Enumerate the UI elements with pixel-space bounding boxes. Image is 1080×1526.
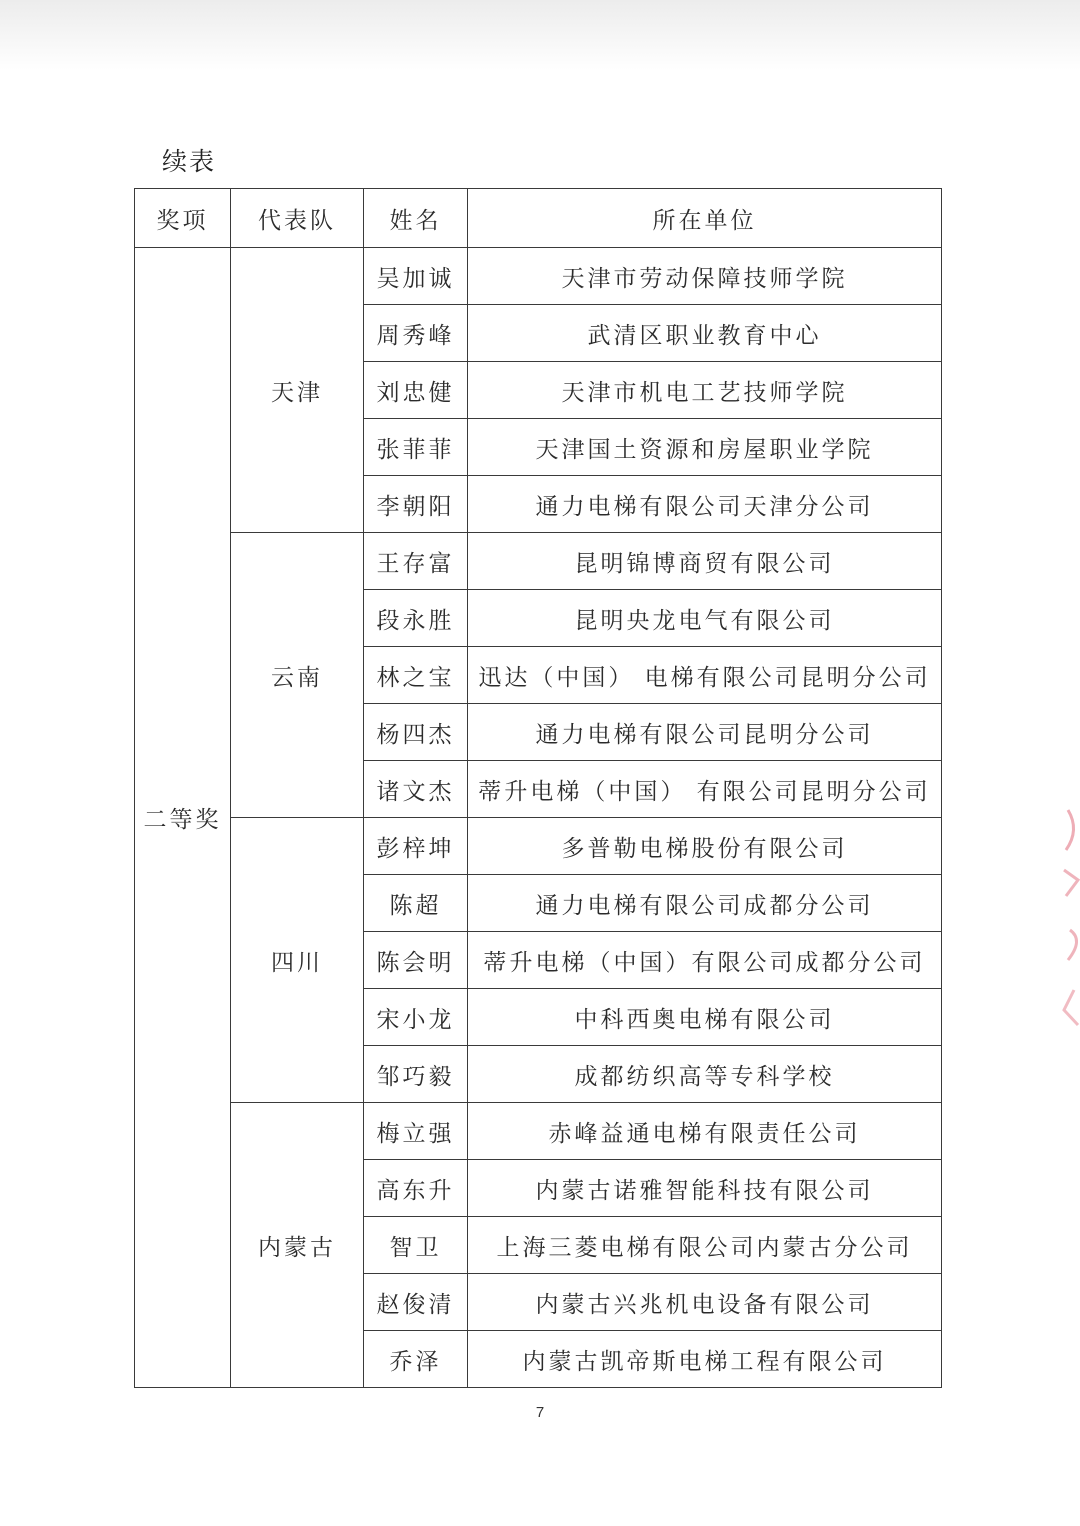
member-unit: 天津国土资源和房屋职业学院 <box>468 419 942 476</box>
team-cell: 天津 <box>231 248 364 533</box>
member-unit: 蒂升电梯（中国）有限公司成都分公司 <box>468 932 942 989</box>
member-name: 陈会明 <box>364 932 468 989</box>
member-unit: 武清区职业教育中心 <box>468 305 942 362</box>
table-row <box>135 818 942 875</box>
award-list-table <box>134 188 942 1388</box>
member-name: 张菲菲 <box>364 419 468 476</box>
member-name: 王存富 <box>364 533 468 590</box>
member-name: 周秀峰 <box>364 305 468 362</box>
team-cell: 内蒙古 <box>231 1103 364 1388</box>
header-award: 奖项 <box>135 189 231 248</box>
member-name: 陈超 <box>364 875 468 932</box>
member-unit: 中科西奥电梯有限公司 <box>468 989 942 1046</box>
member-unit: 蒂升电梯（中国） 有限公司昆明分公司 <box>468 761 942 818</box>
member-name: 梅立强 <box>364 1103 468 1160</box>
member-name: 赵俊清 <box>364 1274 468 1331</box>
member-unit: 上海三菱电梯有限公司内蒙古分公司 <box>468 1217 942 1274</box>
table-row <box>135 248 942 305</box>
member-name: 彭梓坤 <box>364 818 468 875</box>
team-cell: 云南 <box>231 533 364 818</box>
page-number: 7 <box>535 1404 545 1421</box>
member-unit: 天津市劳动保障技师学院 <box>468 248 942 305</box>
member-name: 杨四杰 <box>364 704 468 761</box>
header-name: 姓名 <box>364 189 468 248</box>
member-name: 高东升 <box>364 1160 468 1217</box>
header-unit: 所在单位 <box>468 189 942 248</box>
member-unit: 赤峰益通电梯有限责任公司 <box>468 1103 942 1160</box>
member-unit: 迅达（中国） 电梯有限公司昆明分公司 <box>468 647 942 704</box>
member-unit: 内蒙古凯帝斯电梯工程有限公司 <box>468 1331 942 1388</box>
member-name: 邹巧毅 <box>364 1046 468 1103</box>
member-name: 智卫 <box>364 1217 468 1274</box>
award-cell: 二等奖 <box>135 248 231 1388</box>
table-row <box>135 533 942 590</box>
member-name: 宋小龙 <box>364 989 468 1046</box>
scan-top-shadow <box>0 0 1080 70</box>
member-unit: 多普勒电梯股份有限公司 <box>468 818 942 875</box>
member-name: 刘忠健 <box>364 362 468 419</box>
member-name: 段永胜 <box>364 590 468 647</box>
header-team: 代表队 <box>231 189 364 248</box>
member-unit: 通力电梯有限公司成都分公司 <box>468 875 942 932</box>
member-unit: 内蒙古兴兆机电设备有限公司 <box>468 1274 942 1331</box>
member-unit: 通力电梯有限公司天津分公司 <box>468 476 942 533</box>
member-name: 乔泽 <box>364 1331 468 1388</box>
member-name: 李朝阳 <box>364 476 468 533</box>
member-name: 吴加诚 <box>364 248 468 305</box>
table-header-row <box>135 189 942 248</box>
continued-table-label: 续表 <box>162 147 217 176</box>
table-row <box>135 1103 942 1160</box>
member-unit: 成都纺织高等专科学校 <box>468 1046 942 1103</box>
member-unit: 昆明央龙电气有限公司 <box>468 590 942 647</box>
member-unit: 天津市机电工艺技师学院 <box>468 362 942 419</box>
official-seal-fragment <box>1060 800 1080 1040</box>
member-unit: 内蒙古诺雅智能科技有限公司 <box>468 1160 942 1217</box>
member-unit: 通力电梯有限公司昆明分公司 <box>468 704 942 761</box>
member-unit: 昆明锦博商贸有限公司 <box>468 533 942 590</box>
member-name: 林之宝 <box>364 647 468 704</box>
team-cell: 四川 <box>231 818 364 1103</box>
member-name: 诸文杰 <box>364 761 468 818</box>
